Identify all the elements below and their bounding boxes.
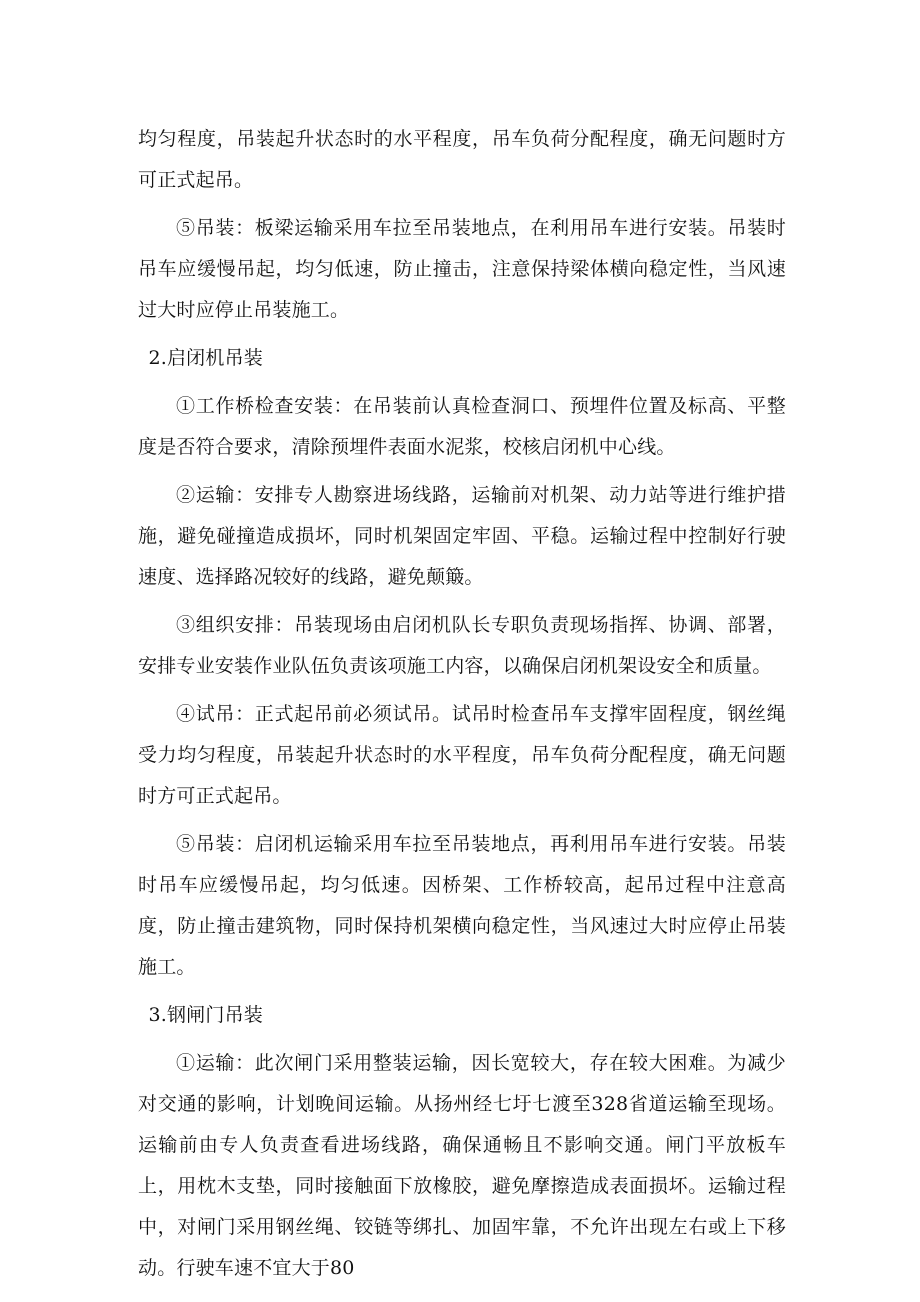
paragraph-gate-transport: ①运输：此次闸门采用整装运输，因长宽较大，存在较大困难。为减少对交通的影响，计划晚间运输。从扬州经七圩七渡至328省道运输至现场。运输前由专人负责查看进场线路，确保通畅且不影响交通。闸门平放板车上，用枕木支垫，同时接触面下放橡胶，避免摩擦造成表面损坏。运输过程中，对闸门采用钢丝绳、铰链等绑扎、加固牢靠，不允许出现左右或上下移动。行驶车速不宜大于80 xyxy=(138,1052,786,1279)
paragraph-beam-hoisting: ⑤吊装：板梁运输采用车拉至吊装地点，在利用吊车进行安装。吊装时吊车应缓慢吊起，均匀低速，防止撞击，注意保持梁体横向稳定性，当风速过大时应停止吊装施工。 xyxy=(138,217,786,321)
section-heading-steel-gate: 3.钢闸门吊装 xyxy=(148,1004,263,1026)
paragraph-transport: ②运输：安排专人勘察进场线路，运输前对机架、动力站等进行维护措施，避免碰撞造成损坏，同时机架固定牢固、平稳。运输过程中控制好行驶速度、选择路况较好的线路，避免颠簸。 xyxy=(138,484,786,588)
paragraph-continued: 均匀程度，吊装起升状态时的水平程度，吊车负荷分配程度，确无问题时方可正式起吊。 xyxy=(138,128,786,191)
document-body xyxy=(138,119,786,1296)
paragraph-hoisting: ⑤吊装：启闭机运输采用车拉至吊装地点，再利用吊车进行安装。吊装时吊车应缓慢吊起，均匀低速。因桥架、工作桥较高，起吊过程中注意高度，防止撞击建筑物，同时保持机架横向稳定性，当风速过大时应停止吊装施工。 xyxy=(138,833,786,978)
section-heading-hoist-installation: 2.启闭机吊装 xyxy=(148,347,263,369)
paragraph-trial-lift: ④试吊：正式起吊前必须试吊。试吊时检查吊车支撑牢固程度，钢丝绳受力均匀程度，吊装起升状态时的水平程度，吊车负荷分配程度，确无问题时方可正式起吊。 xyxy=(138,703,786,807)
paragraph-bridge-inspection: ①工作桥检查安装：在吊装前认真检查洞口、预埋件位置及标高、平整度是否符合要求，清除预埋件表面水泥浆，校核启闭机中心线。 xyxy=(138,395,786,458)
paragraph-organization: ③组织安排：吊装现场由启闭机队长专职负责现场指挥、协调、部署，安排专业安装作业队伍负责该项施工内容，以确保启闭机架设安全和质量。 xyxy=(138,614,786,677)
